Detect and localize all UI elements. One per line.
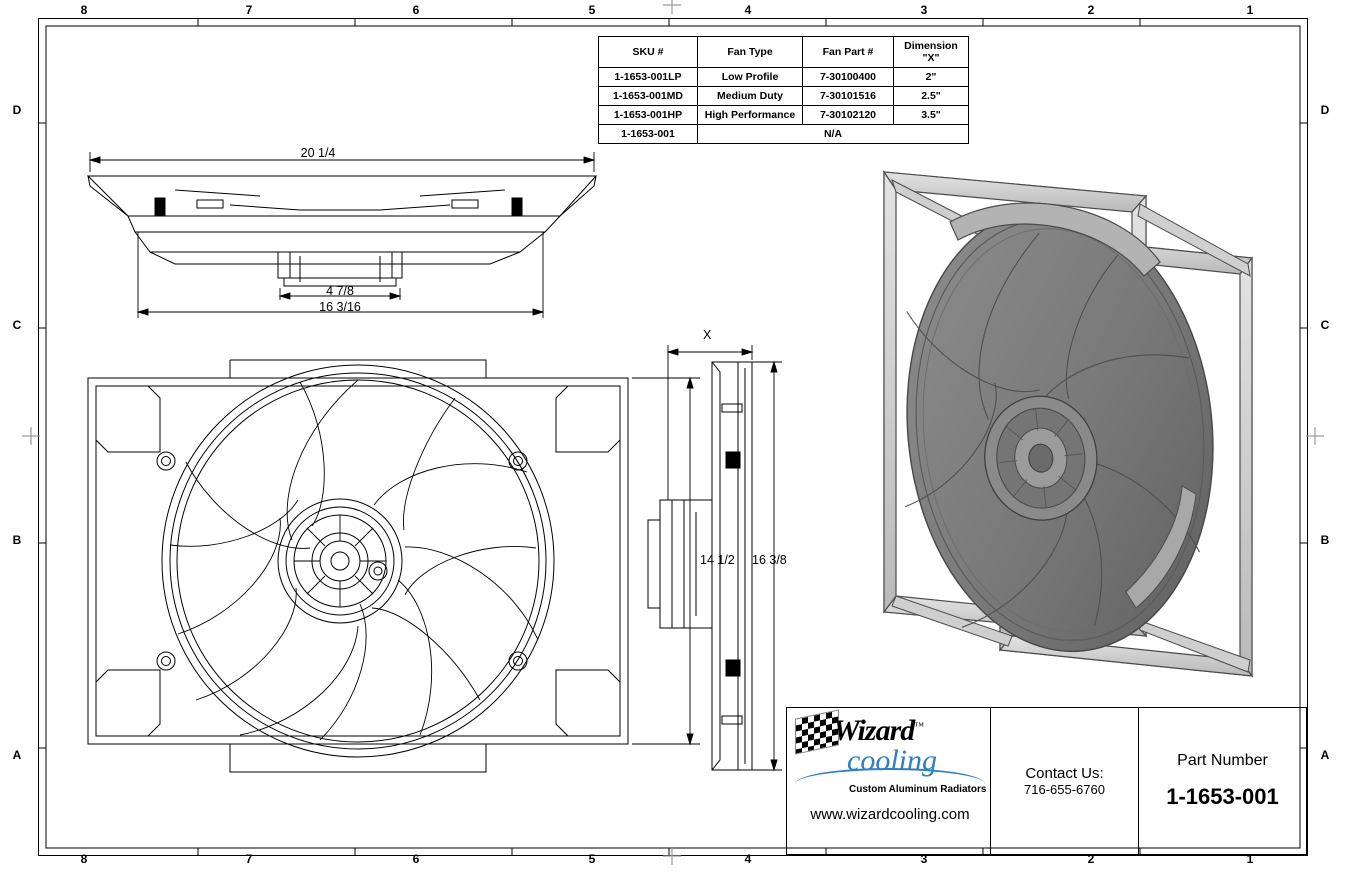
table-header-cell: SKU #	[599, 37, 698, 68]
table-header-cell: Dimension "X"	[894, 37, 969, 68]
zone-number-bottom: 2	[1087, 852, 1095, 866]
zone-number-top: 5	[588, 3, 596, 17]
part-number-label: Part Number	[1177, 752, 1268, 769]
trademark-icon: ™	[914, 721, 924, 732]
contact-phone: 716-655-6760	[1024, 782, 1105, 797]
table-cell-dim-x: 3.5"	[894, 106, 969, 125]
dimension-top-width: 20 1/4	[300, 146, 336, 160]
zone-number-top: 2	[1087, 3, 1095, 17]
logo-subtitle: Custom Aluminum Radiators	[849, 784, 987, 795]
table-cell-sku: 1-1653-001	[599, 125, 698, 144]
part-number-section	[1139, 708, 1306, 854]
table-cell-fan-part: 7-30102120	[803, 106, 894, 125]
zone-letter-right: D	[1320, 103, 1330, 117]
company-website: www.wizardcooling.com	[810, 806, 970, 823]
dimension-side-x: X	[703, 328, 712, 342]
title-block	[786, 707, 1307, 855]
logo-cooling-text: cooling	[847, 744, 937, 777]
part-number-value: 1-1653-001	[1166, 784, 1279, 809]
table-cell-fan-part: 7-30100400	[803, 68, 894, 87]
zone-number-top: 1	[1246, 3, 1254, 17]
zone-letter-left: A	[12, 748, 22, 762]
zone-number-bottom: 6	[412, 852, 420, 866]
table-cell-sku: 1-1653-001MD	[599, 87, 698, 106]
zone-number-bottom: 7	[245, 852, 253, 866]
dimension-front-height: 14 1/2	[700, 553, 735, 567]
dimension-top-inner: 16 3/16	[319, 300, 361, 314]
zone-number-bottom: 5	[588, 852, 596, 866]
zone-letter-left: D	[12, 103, 22, 117]
table-cell-fan-type: Medium Duty	[698, 87, 803, 106]
zone-number-bottom: 8	[80, 852, 88, 866]
dimension-top-hub: 4 7/8	[326, 284, 354, 298]
zone-number-top: 8	[80, 3, 88, 17]
zone-number-top: 3	[920, 3, 928, 17]
zone-letter-left: C	[12, 318, 22, 332]
contact-label: Contact Us:	[1025, 765, 1104, 782]
table-header-cell: Fan Part #	[803, 37, 894, 68]
table-cell-dim-x: 2"	[894, 68, 969, 87]
table-cell-sku: 1-1653-001LP	[599, 68, 698, 87]
zone-letter-right: A	[1320, 748, 1330, 762]
table-header-cell: Fan Type	[698, 37, 803, 68]
zone-number-bottom: 4	[744, 852, 752, 866]
zone-letter-left: B	[12, 533, 22, 547]
dimension-side-depth: 16 3/8	[752, 553, 787, 567]
logo-wizard-word: Wizard	[833, 714, 915, 747]
zone-number-bottom: 3	[920, 852, 928, 866]
table-cell-fan-type: High Performance	[698, 106, 803, 125]
logo-wizard-text	[833, 714, 923, 748]
contact-section	[991, 708, 1139, 854]
company-logo	[787, 708, 991, 854]
zone-number-top: 7	[245, 3, 253, 17]
table-cell-sku: 1-1653-001HP	[599, 106, 698, 125]
zone-number-top: 4	[744, 3, 752, 17]
table-cell-fan-part: 7-30101516	[803, 87, 894, 106]
zone-letter-right: C	[1320, 318, 1330, 332]
zone-letter-right: B	[1320, 533, 1330, 547]
zone-number-top: 6	[412, 3, 420, 17]
zone-number-bottom: 1	[1246, 852, 1254, 866]
table-cell-dim-x: 2.5"	[894, 87, 969, 106]
table-cell-na: N/A	[698, 125, 969, 144]
table-cell-fan-type: Low Profile	[698, 68, 803, 87]
